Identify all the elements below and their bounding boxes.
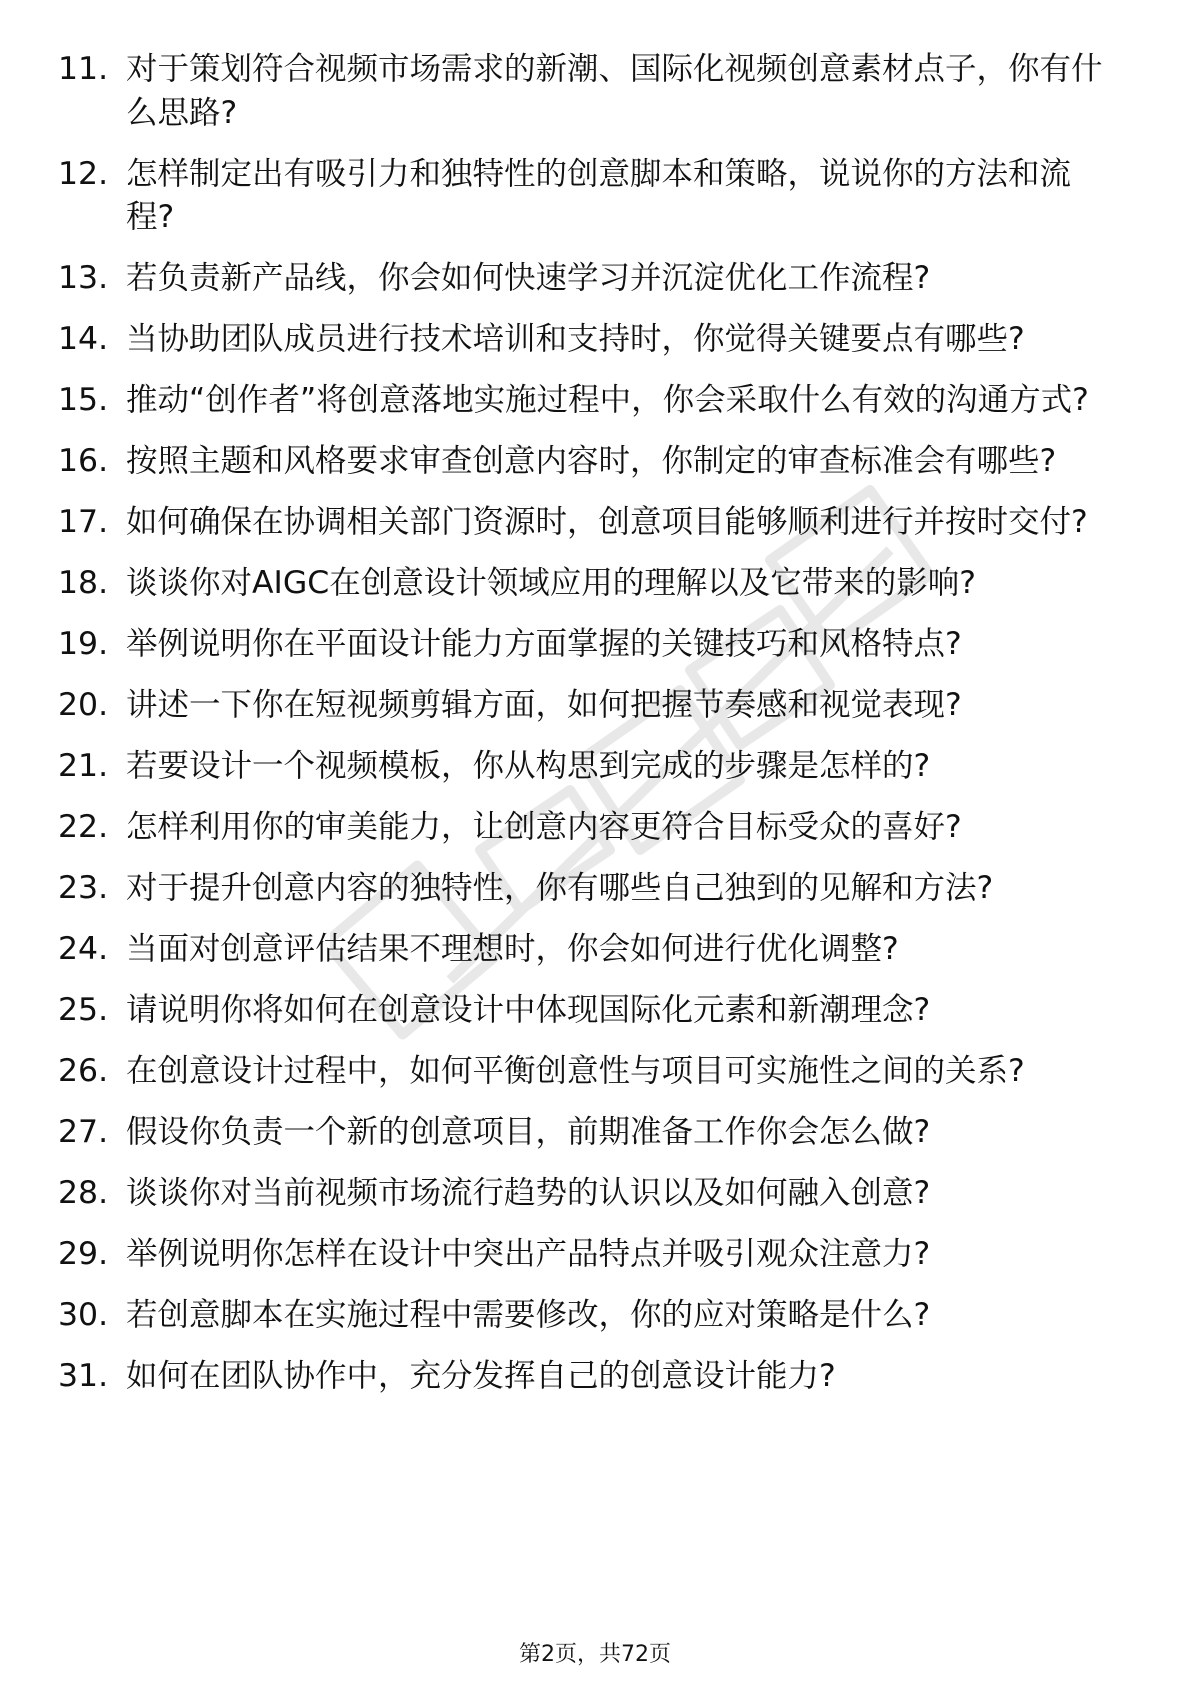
question-text: 如何在团队协作中，充分发挥自己的创意设计能力? xyxy=(126,1358,836,1394)
question-item xyxy=(58,1233,1118,1277)
question-number: 18. xyxy=(58,565,109,601)
question-item xyxy=(58,989,1118,1033)
question-number: 23. xyxy=(58,870,109,906)
question-text: 怎样利用你的审美能力，让创意内容更符合目标受众的喜好? xyxy=(126,809,962,845)
question-number: 20. xyxy=(58,687,109,723)
question-text: 在创意设计过程中，如何平衡创意性与项目可实施性之间的关系? xyxy=(126,1053,1025,1089)
question-text: 谈谈你对当前视频市场流行趋势的认识以及如何融入创意? xyxy=(126,1175,931,1211)
question-item xyxy=(58,745,1118,789)
question-item xyxy=(58,684,1118,728)
question-text: 讲述一下你在短视频剪辑方面，如何把握节奏感和视觉表现? xyxy=(126,687,962,723)
question-number: 14. xyxy=(58,321,109,357)
question-text: 怎样制定出有吸引力和独特性的创意脚本和策略，说说你的方法和流程? xyxy=(126,155,1072,235)
question-text: 按照主题和风格要求审查创意内容时，你制定的审查标准会有哪些? xyxy=(126,443,1057,479)
question-number: 24. xyxy=(58,931,109,967)
question-item xyxy=(58,1050,1118,1094)
question-number: 19. xyxy=(58,626,109,662)
question-text: 推动“创作者”将创意落地实施过程中，你会采取什么有效的沟通方式? xyxy=(126,382,1089,418)
question-number: 26. xyxy=(58,1053,109,1089)
question-item xyxy=(58,318,1118,362)
question-item xyxy=(58,379,1118,423)
question-number: 15. xyxy=(58,382,109,418)
question-text: 当面对创意评估结果不理想时，你会如何进行优化调整? xyxy=(126,931,899,967)
question-text: 若负责新产品线，你会如何快速学习并沉淀优化工作流程? xyxy=(126,260,931,296)
question-text: 对于策划符合视频市场需求的新潮、国际化视频创意素材点子，你有什么思路? xyxy=(126,51,1103,131)
question-item xyxy=(58,1172,1118,1216)
question-text: 若创意脚本在实施过程中需要修改，你的应对策略是什么? xyxy=(126,1297,931,1333)
question-number: 22. xyxy=(58,809,109,845)
question-number: 27. xyxy=(58,1114,109,1150)
question-text: 如何确保在协调相关部门资源时，创意项目能够顺利进行并按时交付? xyxy=(126,504,1088,540)
question-number: 13. xyxy=(58,260,109,296)
question-list xyxy=(58,48,1118,1416)
question-text: 举例说明你怎样在设计中突出产品特点并吸引观众注意力? xyxy=(126,1236,931,1272)
question-number: 16. xyxy=(58,443,109,479)
page-indicator: 第2页，共72页 xyxy=(519,1642,671,1667)
question-item xyxy=(58,501,1118,545)
question-number: 31. xyxy=(58,1358,109,1394)
question-item xyxy=(58,257,1118,301)
question-text: 举例说明你在平面设计能力方面掌握的关键技巧和风格特点? xyxy=(126,626,962,662)
question-item xyxy=(58,1355,1118,1399)
question-item xyxy=(58,440,1118,484)
question-text: 假设你负责一个新的创意项目，前期准备工作你会怎么做? xyxy=(126,1114,931,1150)
question-number: 25. xyxy=(58,992,109,1028)
question-text: 当协助团队成员进行技术培训和支持时，你觉得关键要点有哪些? xyxy=(126,321,1025,357)
question-number: 11. xyxy=(58,51,109,87)
question-item xyxy=(58,153,1118,240)
question-item xyxy=(58,1294,1118,1338)
question-item xyxy=(58,928,1118,972)
question-item xyxy=(58,48,1118,135)
question-text: 请说明你将如何在创意设计中体现国际化元素和新潮理念? xyxy=(126,992,931,1028)
question-text: 谈谈你对AIGC在创意设计领域应用的理解以及它带来的影响? xyxy=(126,565,976,601)
question-text: 对于提升创意内容的独特性，你有哪些自己独到的见解和方法? xyxy=(126,870,994,906)
question-number: 28. xyxy=(58,1175,109,1211)
question-item xyxy=(58,623,1118,667)
question-item xyxy=(58,867,1118,911)
question-number: 17. xyxy=(58,504,109,540)
question-number: 29. xyxy=(58,1236,109,1272)
question-text: 若要设计一个视频模板，你从构思到完成的步骤是怎样的? xyxy=(126,748,931,784)
question-number: 21. xyxy=(58,748,109,784)
question-number: 30. xyxy=(58,1297,109,1333)
question-item xyxy=(58,806,1118,850)
question-item xyxy=(58,562,1118,606)
question-item xyxy=(58,1111,1118,1155)
question-number: 12. xyxy=(58,155,109,192)
